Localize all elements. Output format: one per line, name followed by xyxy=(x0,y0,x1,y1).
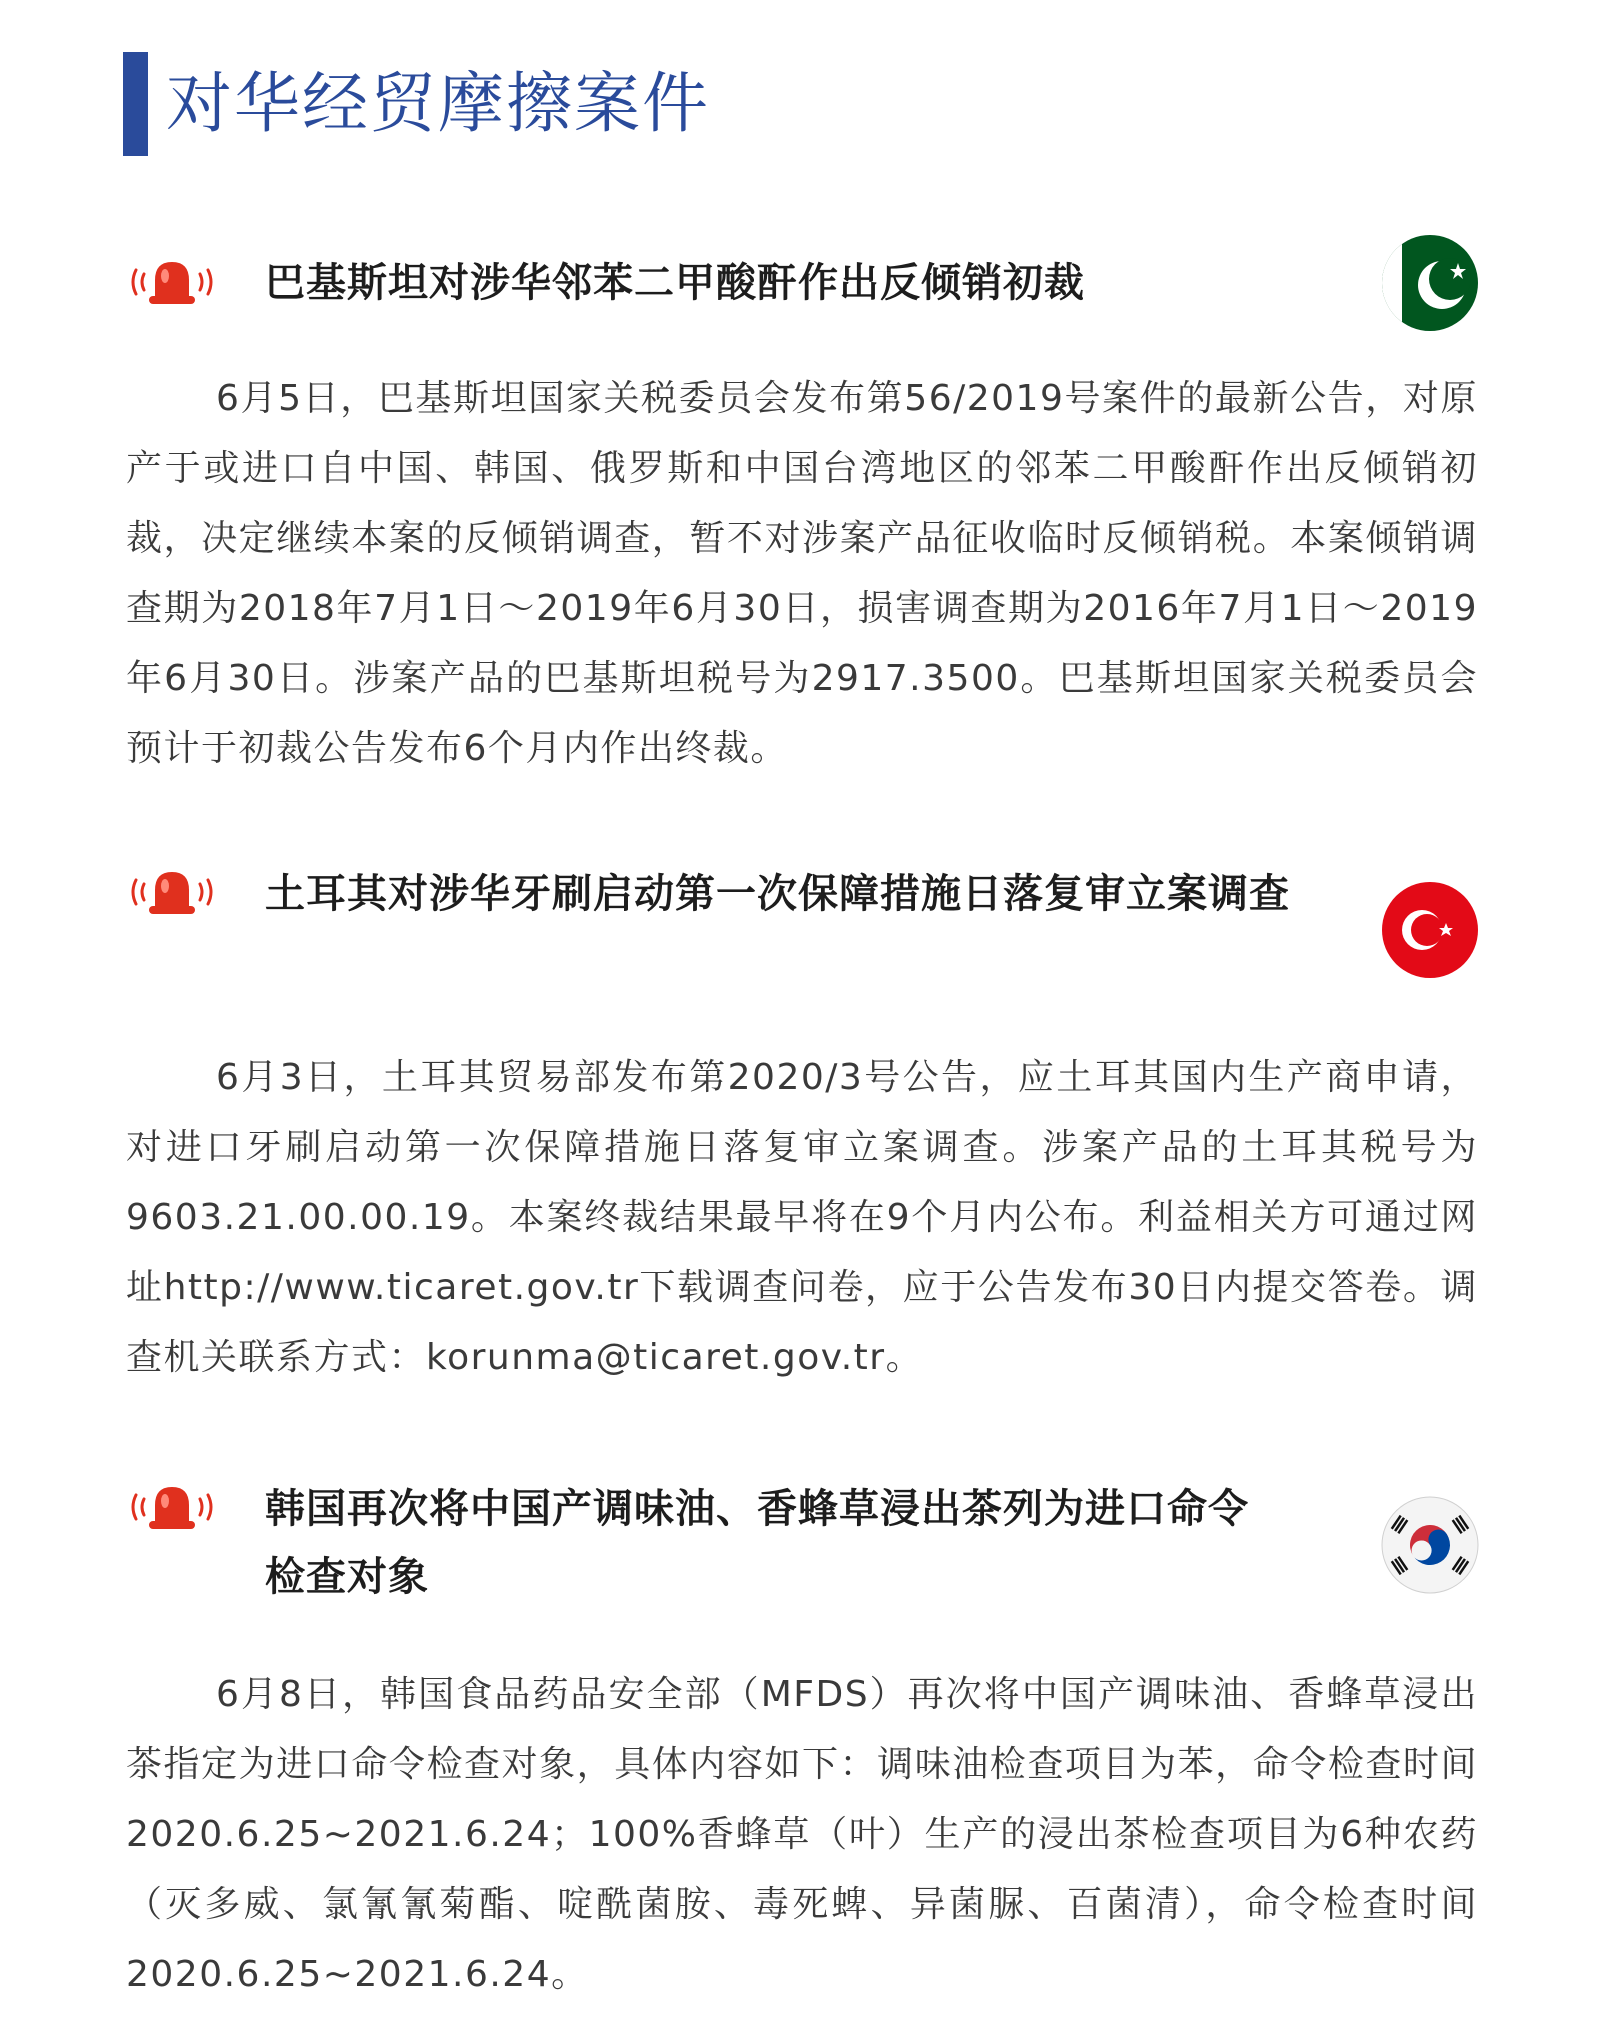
item-body: 6月8日，韩国食品药品安全部（MFDS）再次将中国产调味油、香蜂草浸出茶指定为进口命令检查对象，具体内容如下：调味油检查项目为苯，命令检查时间2020.6.25~2021.6.24；100%香蜂草（叶）生产的浸出茶检查项目为6种农药（灭多威、氯氰氰菊酯、啶酰菌胺、毒死蜱、异菌脲、百菌清），命令检查时间2020.6.25~2021.6.24。 xyxy=(126,1674,1478,1995)
page-title: 对华经贸摩擦案件 xyxy=(166,65,710,142)
item-body: 6月5日，巴基斯坦国家关税委员会发布第56/2019号案件的最新公告，对原产于或进口自中国、韩国、俄罗斯和中国台湾地区的邻苯二甲酸酐作出反倾销初裁，决定继续本案的反倾销调查，暂不对涉案产品征收临时反倾销税。本案倾销调查期为2018年7月1日～2019年6月30日，损害调查期为2016年7月1日～2019年6月30日。涉案产品的巴基斯坦税号为2917.3500。巴基斯坦国家关税委员会预计于初裁公告发布6个月内作出终裁。 xyxy=(126,378,1478,769)
alarm-bell-icon xyxy=(122,1477,222,1537)
alarm-bell-icon xyxy=(122,252,222,312)
pakistan-flag-icon xyxy=(1380,233,1480,333)
item-title: 巴基斯坦对涉华邻苯二甲酸酐作出反倾销初裁 xyxy=(265,260,1085,306)
page-header xyxy=(123,52,710,156)
item-title: 韩国再次将中国产调味油、香蜂草浸出茶列为进口命令检查对象 xyxy=(265,1486,1249,1600)
korea-flag-icon xyxy=(1380,1495,1480,1595)
header-accent-bar xyxy=(123,52,148,156)
item-title: 土耳其对涉华牙刷启动第一次保障措施日落复审立案调查 xyxy=(265,871,1290,917)
turkey-flag-icon xyxy=(1380,880,1480,980)
alarm-bell-icon xyxy=(122,862,222,922)
item-body: 6月3日，土耳其贸易部发布第2020/3号公告，应土耳其国内生产商申请，对进口牙刷启动第一次保障措施日落复审立案调查。涉案产品的土耳其税号为9603.21.00.00.19。本案终裁结果最早将在9个月内公布。利益相关方可通过网址http://www.ticaret.gov.tr下载调查问卷，应于公告发布30日内提交答卷。调查机关联系方式：korunma@ticaret.gov.tr。 xyxy=(126,1057,1478,1378)
